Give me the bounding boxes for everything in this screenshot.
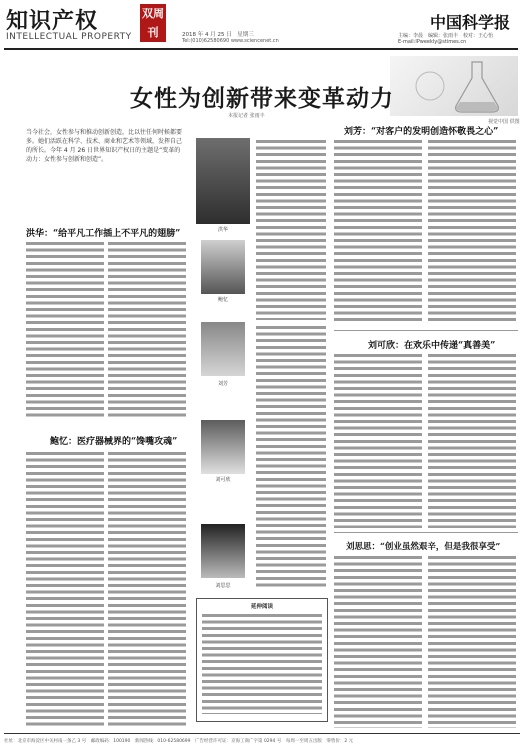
issue-date: 2018 年 4 月 25 日 星期三	[182, 32, 254, 38]
section-title: 知识产权	[6, 8, 99, 34]
portrait-photo-liufang	[201, 322, 245, 376]
article-text	[334, 354, 422, 528]
section-subtitle-en: INTELLECTUAL PROPERTY	[6, 32, 132, 42]
footer-rule	[4, 733, 520, 734]
main-headline: 女性为创新带来变革动力	[130, 85, 394, 112]
column-divider	[334, 532, 518, 533]
photo-caption-liufang: 刘芳	[217, 381, 228, 387]
weekly-badge	[140, 4, 166, 42]
further-reading-box	[196, 598, 328, 722]
hero-caption: 视觉中国 供图	[488, 119, 520, 125]
article-text	[428, 556, 516, 728]
article-text	[26, 452, 104, 728]
footer-info: 社址：北京市海淀区中关村南一条乙 3 号 邮政编码：100190 新闻热线：010-62580699 广告经营许可证：京海工商广字第 0294 号 每周一至周五出版 零售价：2 元	[4, 739, 354, 744]
masthead-rule	[4, 48, 518, 50]
weekly-badge-line2: 刊	[147, 26, 159, 39]
section-title-liusisi: 刘思思：“创业虽然艰辛，但是我很享受”	[346, 542, 501, 552]
portrait-photo-liukexin	[201, 420, 245, 474]
photo-caption-honghua: 洪华	[217, 227, 228, 233]
section-title-liukexin: 刘可欣：在欢乐中传递“真善美”	[368, 341, 496, 351]
newspaper-logo: 中国科学报	[430, 13, 511, 32]
byline: 本报记者 张雨丰	[228, 113, 265, 119]
article-text	[108, 242, 186, 420]
box-text	[202, 614, 322, 714]
further-reading-title: 延伸阅读	[250, 604, 273, 610]
article-text	[334, 140, 422, 322]
photo-caption-baoyi: 鲍忆	[217, 297, 228, 303]
article-text	[334, 556, 422, 728]
contact-info: Tel:(010)62580690 www.sciencenet.cn	[182, 38, 279, 44]
article-text	[26, 242, 104, 420]
section-title-liufang: 刘芳：“对客户的发明创造怀敬畏之心”	[344, 127, 499, 137]
section-title-honghua: 洪华：“给平凡工作插上不平凡的翅膀”	[26, 229, 181, 239]
article-text	[256, 326, 326, 590]
photo-caption-liukexin: 刘可欣	[215, 477, 231, 483]
article-text	[108, 452, 186, 728]
article-text	[428, 140, 516, 322]
photo-caption-liusisi: 刘思思	[215, 583, 231, 589]
editors-line: 主编：李晨 编辑：张雨丰 校对：王心怡	[398, 33, 494, 39]
column-divider	[334, 330, 518, 331]
article-text	[256, 140, 326, 320]
email-line: E-mail:lPweekly@stimes.cn	[398, 39, 467, 45]
section-title-baoyi: 鲍忆：医疗器械界的“馋嘴攻魂”	[50, 437, 178, 447]
article-text	[428, 354, 516, 528]
portrait-photo-liusisi	[201, 524, 245, 578]
intro-paragraph: 当今社会，女性参与和推动创新创造，比以往任何时候都要多。她们活跃在科学、技术、商业和艺术等领域，发挥自己的所长。今年 4 月 26 日世界知识产权日的主题是“变革的动力：女性参与创新和创造”。	[26, 129, 183, 163]
weekly-badge-line1: 双周	[142, 7, 164, 20]
portrait-photo-honghua	[196, 138, 250, 224]
portrait-photo-baoyi	[201, 240, 245, 294]
